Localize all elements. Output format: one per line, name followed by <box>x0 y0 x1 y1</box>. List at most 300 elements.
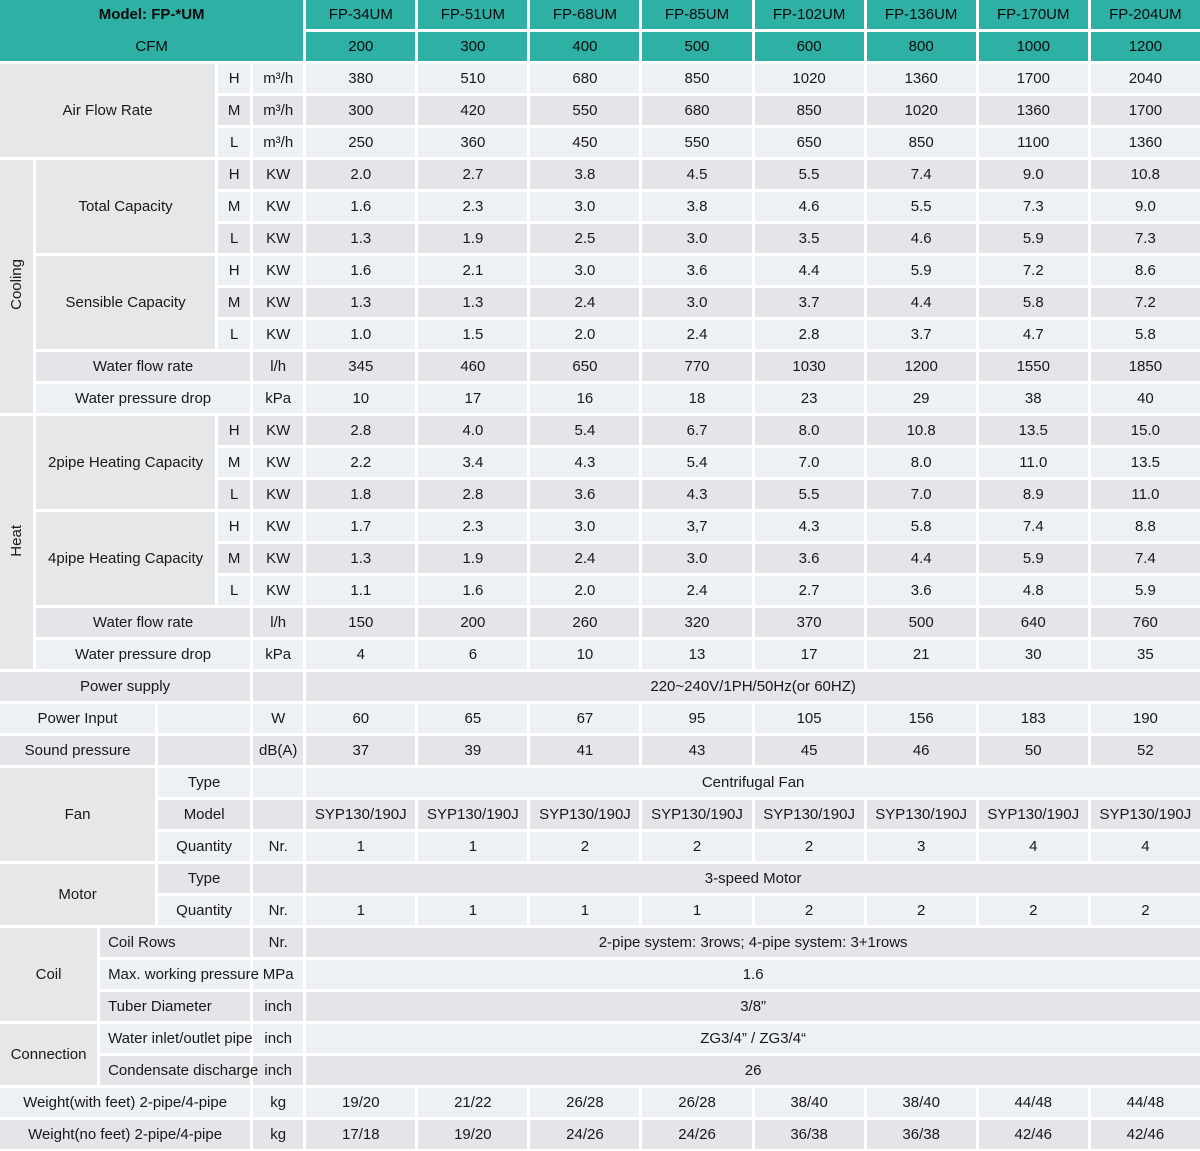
value-cell: 3.0 <box>530 256 639 285</box>
value-cell: 26/28 <box>642 1088 751 1117</box>
value-cell: 36/38 <box>867 1120 976 1149</box>
value-cell: 42/46 <box>979 1120 1088 1149</box>
value-cell: 2.3 <box>418 512 527 541</box>
merged-value-tube-diameter: 3/8” <box>306 992 1200 1021</box>
value-cell: SYP130/190J <box>530 800 639 829</box>
value-cell: 450 <box>530 128 639 157</box>
unit-label: Nr. <box>253 832 303 861</box>
value-cell: 550 <box>642 128 751 157</box>
value-cell: 24/26 <box>642 1120 751 1149</box>
speed-label: L <box>218 320 250 349</box>
value-cell: 260 <box>530 608 639 637</box>
speed-label: M <box>218 96 250 125</box>
row-label-water-pressure-drop: Water pressure drop <box>36 384 250 413</box>
value-cell: 44/48 <box>979 1088 1088 1117</box>
unit-label: inch <box>253 1024 303 1053</box>
value-cell: 37 <box>306 736 415 765</box>
value-cell: 3.0 <box>530 512 639 541</box>
value-cell: 4 <box>306 640 415 669</box>
value-cell: SYP130/190J <box>867 800 976 829</box>
value-cell: 26/28 <box>530 1088 639 1117</box>
value-cell: 8.6 <box>1091 256 1200 285</box>
value-cell: 13.5 <box>1091 448 1200 477</box>
value-cell: SYP130/190J <box>979 800 1088 829</box>
value-cell: SYP130/190J <box>306 800 415 829</box>
value-cell: 500 <box>867 608 976 637</box>
value-cell: 7.4 <box>979 512 1088 541</box>
value-cell: 17 <box>755 640 864 669</box>
value-cell: SYP130/190J <box>1091 800 1200 829</box>
row-label-max-working-pressure: Max. working pressure <box>100 960 250 989</box>
value-cell: 43 <box>642 736 751 765</box>
value-cell: 3,7 <box>642 512 751 541</box>
speed-label: M <box>218 448 250 477</box>
value-cell: 29 <box>867 384 976 413</box>
value-cell: 13.5 <box>979 416 1088 445</box>
value-cell: 40 <box>1091 384 1200 413</box>
value-cell: 4.4 <box>867 544 976 573</box>
value-cell: 1 <box>418 896 527 925</box>
cfm-value: 1000 <box>979 32 1088 61</box>
column-header-model: FP-68UM <box>530 0 639 29</box>
unit-label: KW <box>253 544 303 573</box>
value-cell: SYP130/190J <box>418 800 527 829</box>
value-cell: 21 <box>867 640 976 669</box>
value-cell: 8.0 <box>867 448 976 477</box>
value-cell: 11.0 <box>979 448 1088 477</box>
value-cell: 67 <box>530 704 639 733</box>
value-cell: 3.7 <box>755 288 864 317</box>
row-label-condensate-discharge: Condensate discharge <box>100 1056 250 1085</box>
value-cell: 10.8 <box>1091 160 1200 189</box>
value-cell: 5.9 <box>979 544 1088 573</box>
value-cell: 7.3 <box>1091 224 1200 253</box>
value-cell: 850 <box>755 96 864 125</box>
value-cell: 2.4 <box>642 576 751 605</box>
value-cell: 1200 <box>867 352 976 381</box>
value-cell: 1.9 <box>418 544 527 573</box>
row-label-fan-quantity: Quantity <box>158 832 250 861</box>
value-cell: 5.4 <box>530 416 639 445</box>
value-cell: 640 <box>979 608 1088 637</box>
value-cell: 1.1 <box>306 576 415 605</box>
unit-label: Nr. <box>253 928 303 957</box>
value-cell: 1 <box>642 896 751 925</box>
value-cell: 5.9 <box>979 224 1088 253</box>
merged-value-motor-type: 3-speed Motor <box>306 864 1200 893</box>
value-cell: 23 <box>755 384 864 413</box>
section-label-coil: Coil <box>0 928 97 1021</box>
value-cell: 38 <box>979 384 1088 413</box>
value-cell: 1.9 <box>418 224 527 253</box>
column-header-model: FP-204UM <box>1091 0 1200 29</box>
row-label-4pipe-heating: 4pipe Heating Capacity <box>36 512 215 605</box>
value-cell: 1 <box>530 896 639 925</box>
value-cell: 4.6 <box>755 192 864 221</box>
value-cell: 44/48 <box>1091 1088 1200 1117</box>
unit-label: inch <box>253 992 303 1021</box>
unit-label: MPa <box>253 960 303 989</box>
column-header-model: FP-170UM <box>979 0 1088 29</box>
value-cell: 2.0 <box>530 320 639 349</box>
cfm-value: 1200 <box>1091 32 1200 61</box>
speed-label: M <box>218 192 250 221</box>
unit-label: W <box>253 704 303 733</box>
value-cell: 1.0 <box>306 320 415 349</box>
value-cell: 4 <box>1091 832 1200 861</box>
value-cell: 380 <box>306 64 415 93</box>
row-label-water-pressure-drop: Water pressure drop <box>36 640 250 669</box>
value-cell: 183 <box>979 704 1088 733</box>
value-cell: 850 <box>642 64 751 93</box>
value-cell: 5.5 <box>755 480 864 509</box>
cfm-value: 200 <box>306 32 415 61</box>
row-label-sound-pressure: Sound pressure <box>0 736 155 765</box>
row-label-motor-type: Type <box>158 864 250 893</box>
value-cell: 8.9 <box>979 480 1088 509</box>
unit-label: kg <box>253 1120 303 1149</box>
value-cell: 2.8 <box>755 320 864 349</box>
value-cell: 60 <box>306 704 415 733</box>
speed-label: H <box>218 256 250 285</box>
value-cell: 11.0 <box>1091 480 1200 509</box>
unit-label: l/h <box>253 608 303 637</box>
value-cell: 3.8 <box>642 192 751 221</box>
value-cell: 460 <box>418 352 527 381</box>
value-cell: 13 <box>642 640 751 669</box>
value-cell: 1.6 <box>306 192 415 221</box>
value-cell: 3.7 <box>867 320 976 349</box>
value-cell: 52 <box>1091 736 1200 765</box>
value-cell: 2 <box>1091 896 1200 925</box>
value-cell: 850 <box>867 128 976 157</box>
unit-label: KW <box>253 320 303 349</box>
unit-label: kg <box>253 1088 303 1117</box>
value-cell: 3.0 <box>642 544 751 573</box>
value-cell: 1 <box>306 896 415 925</box>
cfm-value: 300 <box>418 32 527 61</box>
column-header-model: FP-51UM <box>418 0 527 29</box>
value-cell: 1100 <box>979 128 1088 157</box>
merged-value-water-inlet-outlet: ZG3/4” / ZG3/4“ <box>306 1024 1200 1053</box>
unit-label: m³/h <box>253 128 303 157</box>
row-label-water-flow-rate: Water flow rate <box>36 352 250 381</box>
value-cell: 7.3 <box>979 192 1088 221</box>
row-label-sensible-capacity: Sensible Capacity <box>36 256 215 349</box>
row-label-air-flow: Air Flow Rate <box>0 64 215 157</box>
filler-cell <box>158 704 250 733</box>
value-cell: 3.8 <box>530 160 639 189</box>
value-cell: 1020 <box>867 96 976 125</box>
value-cell: 3.4 <box>418 448 527 477</box>
section-label-connection: Connection <box>0 1024 97 1085</box>
value-cell: 2.0 <box>306 160 415 189</box>
value-cell: 18 <box>642 384 751 413</box>
value-cell: 150 <box>306 608 415 637</box>
model-header-cell <box>0 0 303 61</box>
value-cell: 35 <box>1091 640 1200 669</box>
unit-label: Nr. <box>253 896 303 925</box>
value-cell: 2 <box>642 832 751 861</box>
value-cell: 5.9 <box>1091 576 1200 605</box>
value-cell: 7.0 <box>755 448 864 477</box>
value-cell: 2.4 <box>530 544 639 573</box>
value-cell: 2.0 <box>530 576 639 605</box>
value-cell: 5.5 <box>867 192 976 221</box>
row-label-water-flow-rate: Water flow rate <box>36 608 250 637</box>
value-cell: 5.4 <box>642 448 751 477</box>
section-label-cooling: Cooling <box>0 160 33 413</box>
value-cell: 345 <box>306 352 415 381</box>
value-cell: 3.5 <box>755 224 864 253</box>
speed-label: M <box>218 544 250 573</box>
unit-label <box>253 672 303 701</box>
value-cell: 19/20 <box>418 1120 527 1149</box>
value-cell: 1.3 <box>306 224 415 253</box>
value-cell: 250 <box>306 128 415 157</box>
unit-label: m³/h <box>253 64 303 93</box>
value-cell: 760 <box>1091 608 1200 637</box>
value-cell: 36/38 <box>755 1120 864 1149</box>
merged-value-condensate-discharge: 26 <box>306 1056 1200 1085</box>
row-label-motor-quantity: Quantity <box>158 896 250 925</box>
value-cell: 2 <box>755 896 864 925</box>
unit-label: KW <box>253 160 303 189</box>
value-cell: 4.0 <box>418 416 527 445</box>
value-cell: 41 <box>530 736 639 765</box>
value-cell: 680 <box>530 64 639 93</box>
column-header-model: FP-85UM <box>642 0 751 29</box>
unit-label: l/h <box>253 352 303 381</box>
value-cell: SYP130/190J <box>755 800 864 829</box>
cfm-value: 800 <box>867 32 976 61</box>
value-cell: 2.4 <box>642 320 751 349</box>
unit-label: KW <box>253 448 303 477</box>
value-cell: 5.9 <box>867 256 976 285</box>
cfm-label: CFM <box>135 38 168 55</box>
row-label-tube-diameter: Tuber Diameter <box>100 992 250 1021</box>
value-cell: 370 <box>755 608 864 637</box>
value-cell: 1360 <box>979 96 1088 125</box>
value-cell: 7.2 <box>1091 288 1200 317</box>
value-cell: 550 <box>530 96 639 125</box>
value-cell: 360 <box>418 128 527 157</box>
value-cell: 17/18 <box>306 1120 415 1149</box>
value-cell: 1030 <box>755 352 864 381</box>
unit-label: dB(A) <box>253 736 303 765</box>
speed-label: L <box>218 128 250 157</box>
value-cell: 95 <box>642 704 751 733</box>
row-label-fan-type: Type <box>158 768 250 797</box>
value-cell: 19/20 <box>306 1088 415 1117</box>
value-cell: 3.0 <box>642 224 751 253</box>
value-cell: 1 <box>418 832 527 861</box>
value-cell: 1.3 <box>306 544 415 573</box>
value-cell: 770 <box>642 352 751 381</box>
value-cell: 15.0 <box>1091 416 1200 445</box>
value-cell: 4.7 <box>979 320 1088 349</box>
row-label-weight-no-feet: Weight(no feet) 2-pipe/4-pipe <box>0 1120 250 1149</box>
unit-label: kPa <box>253 384 303 413</box>
value-cell: 2.4 <box>530 288 639 317</box>
value-cell: 4.5 <box>642 160 751 189</box>
value-cell: 38/40 <box>755 1088 864 1117</box>
row-label-power-input: Power Input <box>0 704 155 733</box>
value-cell: 1.8 <box>306 480 415 509</box>
merged-value-power-supply: 220~240V/1PH/50Hz(or 60HZ) <box>306 672 1200 701</box>
value-cell: 3.0 <box>530 192 639 221</box>
value-cell: 16 <box>530 384 639 413</box>
unit-label: inch <box>253 1056 303 1085</box>
speed-label: L <box>218 224 250 253</box>
value-cell: 2.1 <box>418 256 527 285</box>
speed-label: H <box>218 416 250 445</box>
value-cell: 10 <box>306 384 415 413</box>
value-cell: 8.0 <box>755 416 864 445</box>
value-cell: 4.3 <box>755 512 864 541</box>
value-cell: 2.3 <box>418 192 527 221</box>
value-cell: 10 <box>530 640 639 669</box>
value-cell: 2.5 <box>530 224 639 253</box>
value-cell: 5.8 <box>867 512 976 541</box>
value-cell: 1020 <box>755 64 864 93</box>
value-cell: 3.0 <box>642 288 751 317</box>
value-cell: 4.8 <box>979 576 1088 605</box>
unit-label: m³/h <box>253 96 303 125</box>
unit-label: KW <box>253 416 303 445</box>
row-label-water-inlet-outlet: Water inlet/outlet pipe <box>100 1024 250 1053</box>
value-cell: 7.2 <box>979 256 1088 285</box>
speed-label: H <box>218 64 250 93</box>
value-cell: 9.0 <box>979 160 1088 189</box>
value-cell: 2 <box>530 832 639 861</box>
row-label-power-supply: Power supply <box>0 672 250 701</box>
value-cell: 2.7 <box>418 160 527 189</box>
value-cell: 190 <box>1091 704 1200 733</box>
value-cell: 650 <box>755 128 864 157</box>
value-cell: 5.8 <box>1091 320 1200 349</box>
unit-label: KW <box>253 576 303 605</box>
value-cell: 4.3 <box>530 448 639 477</box>
value-cell: 3.6 <box>867 576 976 605</box>
row-label-total-capacity: Total Capacity <box>36 160 215 253</box>
value-cell: 1.6 <box>306 256 415 285</box>
cfm-value: 400 <box>530 32 639 61</box>
value-cell: 105 <box>755 704 864 733</box>
speed-label: H <box>218 512 250 541</box>
value-cell: 2.8 <box>306 416 415 445</box>
unit-label: KW <box>253 512 303 541</box>
value-cell: 39 <box>418 736 527 765</box>
value-cell: 50 <box>979 736 1088 765</box>
cfm-value: 600 <box>755 32 864 61</box>
unit-label: KW <box>253 192 303 221</box>
value-cell: 200 <box>418 608 527 637</box>
value-cell: 2 <box>867 896 976 925</box>
unit-label: KW <box>253 224 303 253</box>
value-cell: 1.3 <box>418 288 527 317</box>
value-cell: 45 <box>755 736 864 765</box>
column-header-model: FP-136UM <box>867 0 976 29</box>
value-cell: 1850 <box>1091 352 1200 381</box>
value-cell: 21/22 <box>418 1088 527 1117</box>
value-cell: 46 <box>867 736 976 765</box>
value-cell: 17 <box>418 384 527 413</box>
cfm-value: 500 <box>642 32 751 61</box>
unit-label <box>253 768 303 797</box>
unit-label: KW <box>253 288 303 317</box>
unit-label <box>253 864 303 893</box>
column-header-model: FP-34UM <box>306 0 415 29</box>
merged-value-max-working-pressure: 1.6 <box>306 960 1200 989</box>
value-cell: 4.4 <box>755 256 864 285</box>
speed-label: L <box>218 576 250 605</box>
value-cell: 1700 <box>979 64 1088 93</box>
value-cell: 1360 <box>1091 128 1200 157</box>
value-cell: 8.8 <box>1091 512 1200 541</box>
filler-cell <box>158 736 250 765</box>
speed-label: L <box>218 480 250 509</box>
merged-value-coil-rows: 2-pipe system: 3rows; 4-pipe system: 3+1rows <box>306 928 1200 957</box>
unit-label: KW <box>253 480 303 509</box>
value-cell: SYP130/190J <box>642 800 751 829</box>
column-header-model: FP-102UM <box>755 0 864 29</box>
value-cell: 1 <box>306 832 415 861</box>
value-cell: 7.4 <box>867 160 976 189</box>
value-cell: 4.3 <box>642 480 751 509</box>
row-label-fan-model: Model <box>158 800 250 829</box>
section-label-heat: Heat <box>0 416 33 669</box>
value-cell: 5.5 <box>755 160 864 189</box>
row-label-weight-with-feet: Weight(with feet) 2-pipe/4-pipe <box>0 1088 250 1117</box>
value-cell: 3.6 <box>530 480 639 509</box>
value-cell: 3.6 <box>642 256 751 285</box>
value-cell: 2.2 <box>306 448 415 477</box>
row-label-2pipe-heating: 2pipe Heating Capacity <box>36 416 215 509</box>
value-cell: 2.7 <box>755 576 864 605</box>
value-cell: 6 <box>418 640 527 669</box>
value-cell: 420 <box>418 96 527 125</box>
value-cell: 3.6 <box>755 544 864 573</box>
value-cell: 4.6 <box>867 224 976 253</box>
value-cell: 4 <box>979 832 1088 861</box>
value-cell: 1.6 <box>418 576 527 605</box>
value-cell: 38/40 <box>867 1088 976 1117</box>
value-cell: 30 <box>979 640 1088 669</box>
value-cell: 9.0 <box>1091 192 1200 221</box>
unit-label: KW <box>253 256 303 285</box>
merged-value-fan-type: Centrifugal Fan <box>306 768 1200 797</box>
value-cell: 2.8 <box>418 480 527 509</box>
value-cell: 1550 <box>979 352 1088 381</box>
row-label-coil-rows: Coil Rows <box>100 928 250 957</box>
value-cell: 156 <box>867 704 976 733</box>
value-cell: 6.7 <box>642 416 751 445</box>
model-label: Model: FP-*UM <box>98 6 205 23</box>
value-cell: 5.8 <box>979 288 1088 317</box>
value-cell: 7.0 <box>867 480 976 509</box>
value-cell: 42/46 <box>1091 1120 1200 1149</box>
value-cell: 300 <box>306 96 415 125</box>
value-cell: 320 <box>642 608 751 637</box>
section-label-motor: Motor <box>0 864 155 925</box>
value-cell: 3 <box>867 832 976 861</box>
value-cell: 2040 <box>1091 64 1200 93</box>
value-cell: 1.7 <box>306 512 415 541</box>
value-cell: 1700 <box>1091 96 1200 125</box>
value-cell: 7.4 <box>1091 544 1200 573</box>
value-cell: 510 <box>418 64 527 93</box>
